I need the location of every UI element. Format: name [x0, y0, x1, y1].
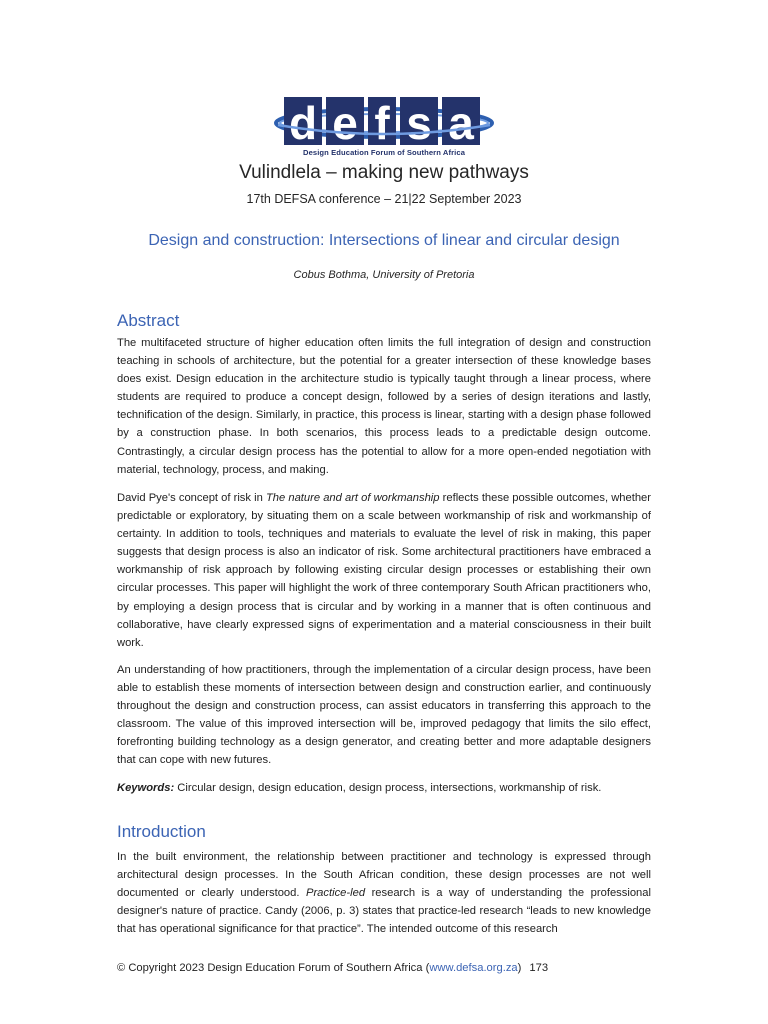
abstract-paragraph-2-start: David Pye's concept of risk in: [117, 492, 266, 504]
logo-letter-a: a: [448, 97, 474, 149]
introduction-paragraph-1-start: In the built environment, the relationship between practitioner and technology is expressed through architectural design processes. In the South African condition, these design processes are not well documented or clearly understood.: [117, 851, 651, 900]
keywords-list: Circular design, design education, design process, intersections, workmanship of risk.: [174, 782, 602, 794]
logo-letter-e: e: [332, 97, 358, 149]
conference-subtitle: 17th DEFSA conference – 21|22 September 2023: [246, 192, 522, 206]
defsa-website-link[interactable]: www.defsa.org.za: [429, 962, 518, 974]
abstract-heading: Abstract: [117, 311, 180, 330]
introduction-heading: Introduction: [117, 822, 206, 841]
practice-led-term: Practice-led: [305, 887, 366, 900]
keywords-label: Keywords:: [117, 782, 175, 794]
copyright-text: © Copyright 2023 Design Education Forum of Southern Africa (: [117, 962, 430, 974]
defsa-logo: [274, 95, 494, 149]
introduction-paragraph-1: [117, 848, 651, 938]
copyright-close: ): [517, 962, 522, 974]
keywords: [117, 779, 601, 797]
abstract-paragraph-3: An understanding of how practitioners, through the implementation of a circular design process, have been able to establish these moments of intersection between design and construction earlier, and continuously throughout the design and construction process, can assist educators in transferring this approach to the classroom. The value of this improved intersection will be, improved pedagogy that limits the silo effect, forefronting building technology as a design generator, and creating better and more adaptable designers that can cope with new futures.: [117, 664, 651, 767]
paper-title: Design and construction: Intersections of linear and circular design: [148, 232, 620, 249]
logo-subtitle: Design Education Forum of Southern Africa: [302, 148, 466, 157]
abstract-paragraph-2: [117, 489, 651, 652]
page-footer: [117, 962, 548, 974]
logo-letter-d: d: [288, 97, 318, 149]
abstract-paragraph-1: The multifaceted structure of higher education often limits the full integration of design and construction teaching in schools of architecture, but the potential for a greater intersection of these knowledge bases does exist. Design education in the architecture studio is typically taught through a linear process, where students are required to produce a concept design, followed by a series of design iterations and lastly, technification of the design. Similarly, in practice, this process is linear, starting with a design phase followed by a construction phase. In both scenarios, this process leads to a predictable design outcome. Contrastingly, a circular design process has the potential to allow for a more open-ended negotiation with material, technology, process, and making.: [117, 337, 651, 476]
book-title: The nature and art of workmanship: [265, 492, 440, 504]
paper-author: Cobus Bothma, University of Pretoria: [293, 269, 475, 281]
abstract-paragraph-2-rest: reflects these possible outcomes, whether predictable or exploratory, by situating them on a scale between workmanship of risk and workmanship of certainty. In addition to tools, techniques and materials to evaluate the level of risk in making, this paper suggests that design process is also an indicator of risk. Some architectural practitioners have embraced a workmanship of risk approach by following existing circular design processes or establishing their own circular processes. This paper will highlight the work of three contemporary South African practitioners who, by employing a design process that is circular and by working in a manner that is often continuous and collaborative, have clearly expressed signs of experimentation and a material consciousness in their built work.: [117, 492, 651, 649]
conference-title: Vulindlela – making new pathways: [239, 162, 529, 183]
page-number: 173: [529, 962, 549, 974]
logo-letter-s: s: [406, 97, 432, 149]
logo-letter-f: f: [374, 97, 390, 149]
introduction-paragraph-1-rest: research is a way of understanding the professional designer's nature of practice. Candy (2006, p. 3) states that practice-led research “leads to new knowledge that has operational significance for that practice”. The intended outcome of this research: [117, 887, 651, 936]
